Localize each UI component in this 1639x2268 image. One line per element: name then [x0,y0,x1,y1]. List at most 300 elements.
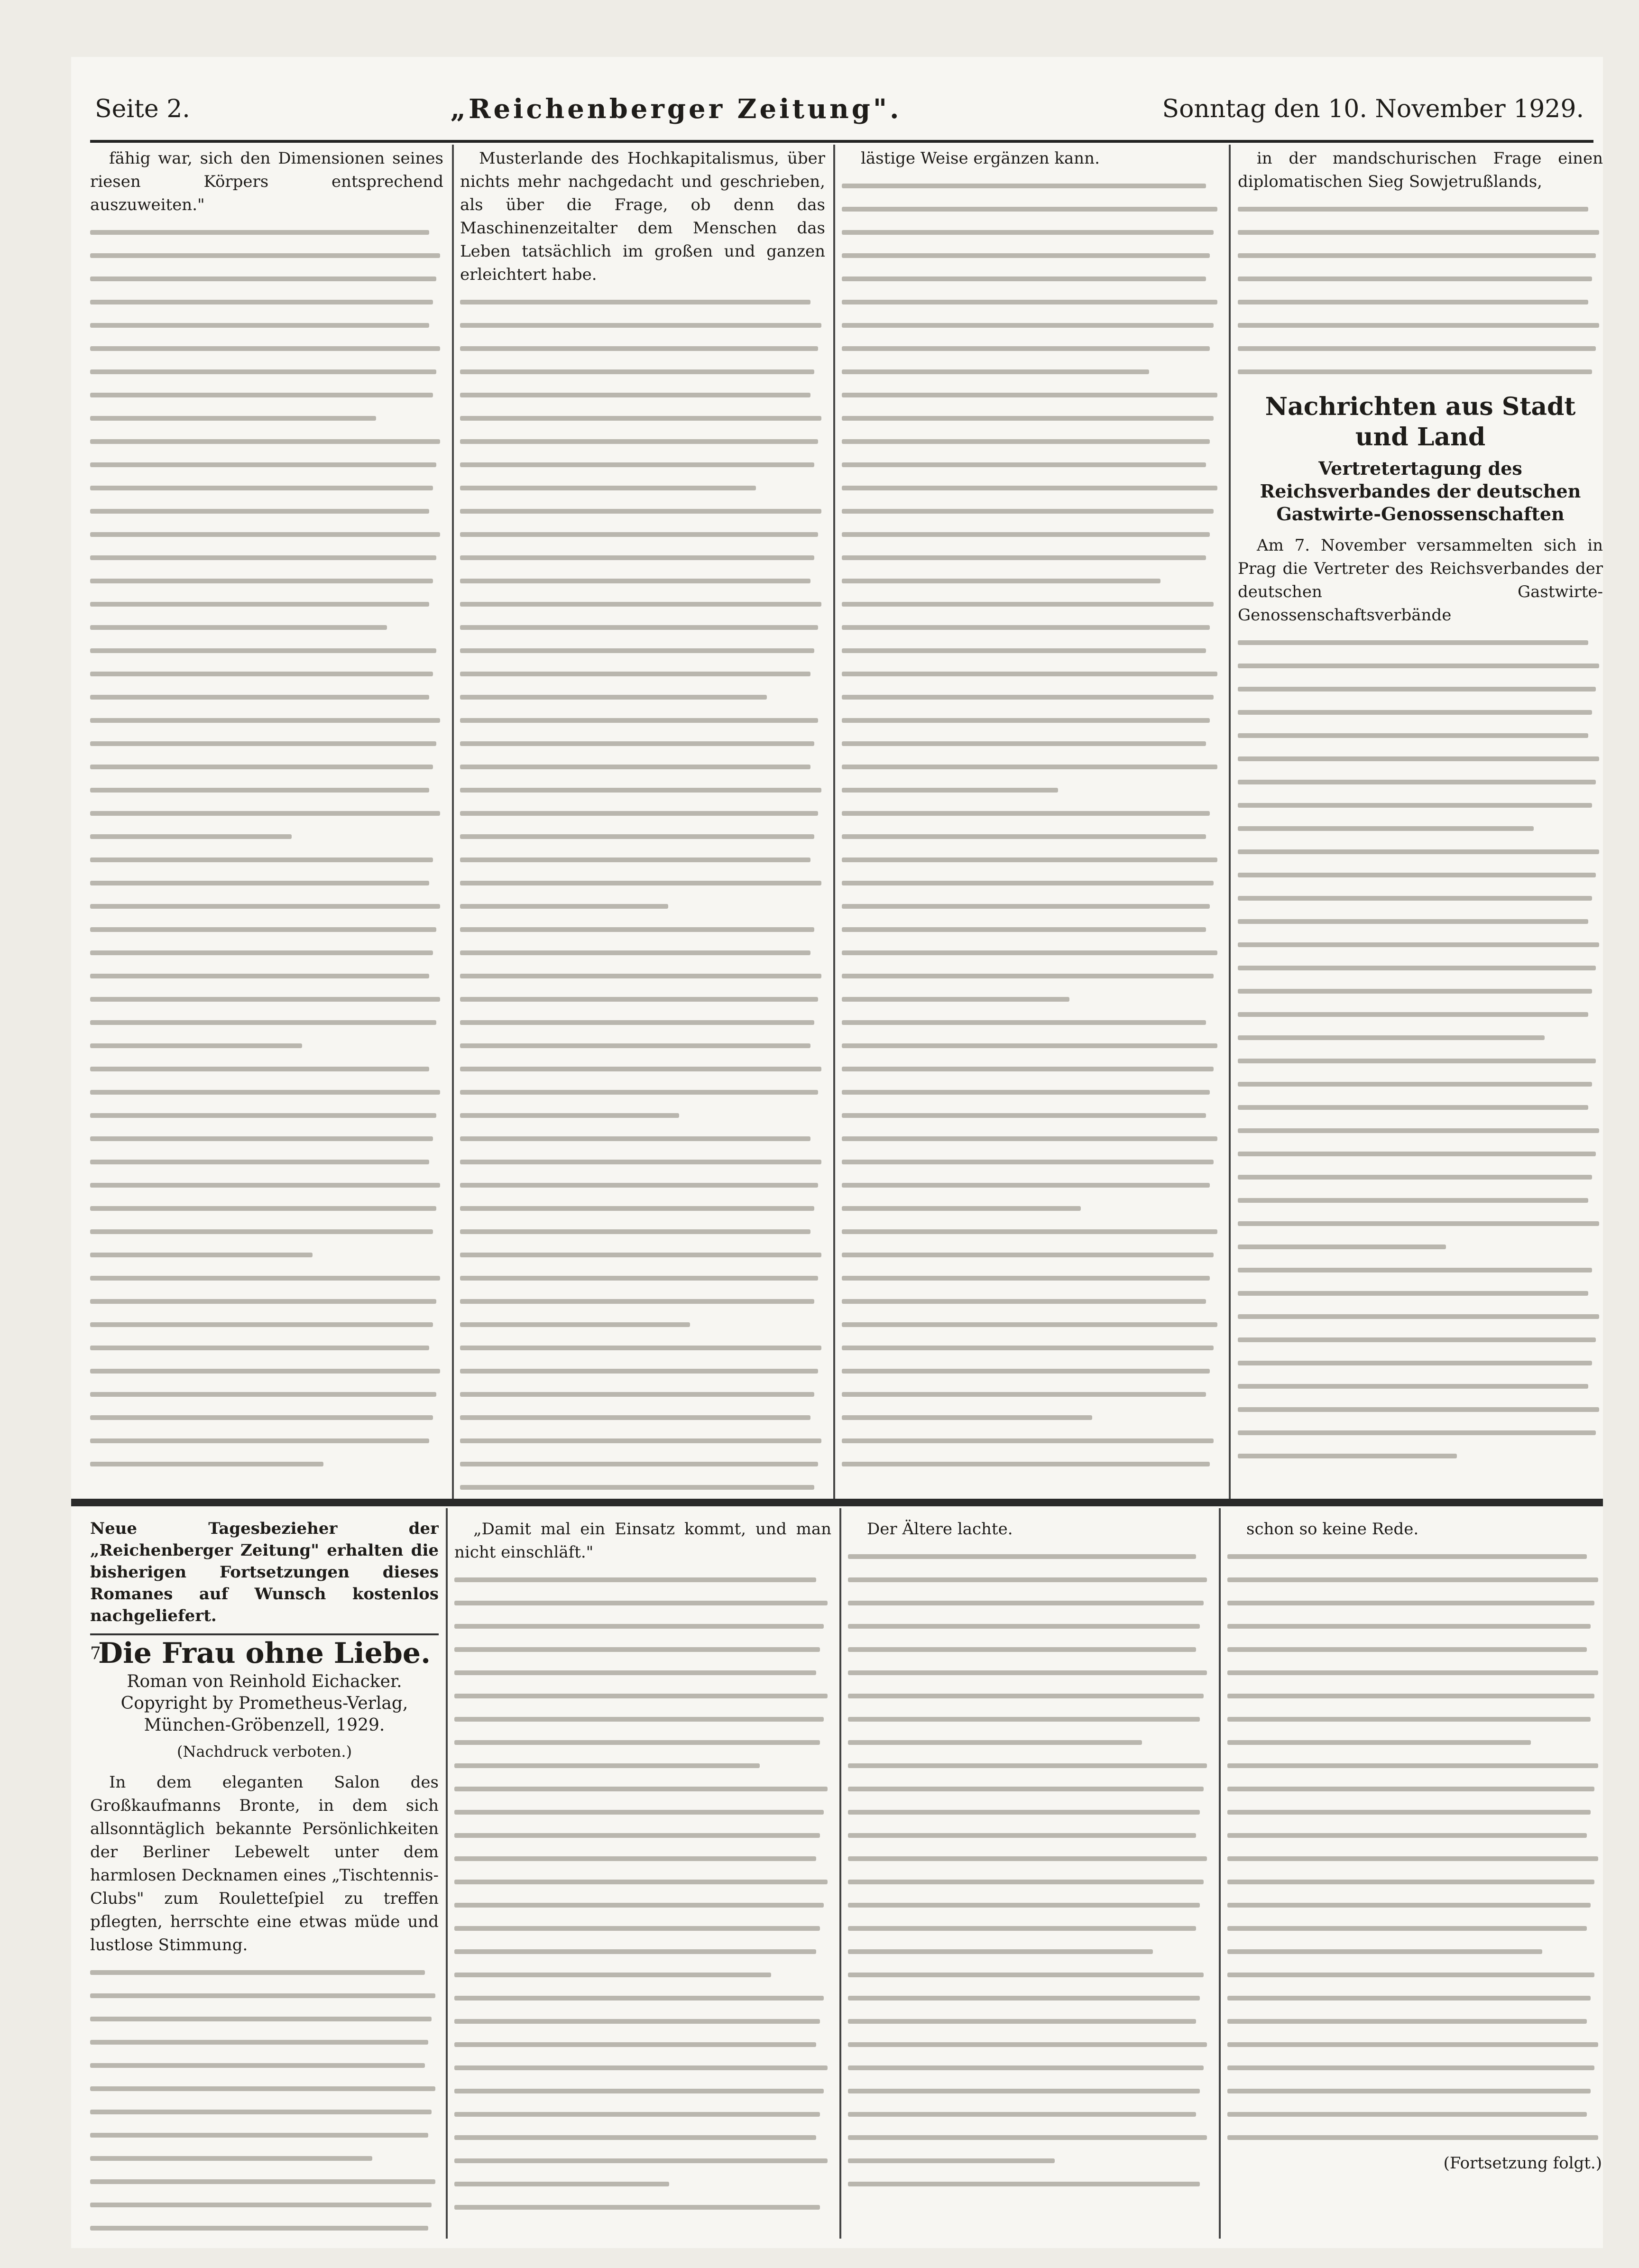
text-line-placeholder [460,1475,825,1494]
text-line-placeholder [1238,840,1603,863]
text-line-placeholder [90,778,443,802]
text-line-placeholder [460,685,825,709]
text-line-placeholder [454,2010,831,2033]
text-line-placeholder [460,1290,825,1313]
text-line-placeholder [1227,1638,1602,1661]
text-line-placeholder [842,1034,1221,1057]
text-line-placeholder [842,313,1221,337]
text-line-placeholder [1238,244,1603,267]
text-line-placeholder [842,1313,1221,1336]
text-line-placeholder [848,2033,1211,2056]
text-line-placeholder [1238,1096,1603,1119]
article-column-1 [90,147,443,1494]
text-line-placeholder [1227,2033,1602,2056]
text-line-placeholder [90,383,443,406]
article-text: lästige Weise ergänzen kann. [861,149,1100,168]
novel-text-placeholder [454,1568,831,2219]
text-line-placeholder [90,244,443,267]
text-line-placeholder [848,1545,1211,1568]
text-line-placeholder [460,546,825,569]
text-line-placeholder [90,616,443,639]
text-line-placeholder [460,778,825,802]
novel-text-placeholder [1227,1545,1602,2149]
text-line-placeholder [1238,1189,1603,1212]
text-line-placeholder [90,1359,443,1383]
text-line-placeholder [1227,1963,1602,1986]
novel-text: In dem eleganten Salon des Großkaufmanns Bronte, in dem sich allsonntäglich bekannte Persönlichkeiten der Berliner Lebewelt unter dem harmlosen Decknamen eines „Tischtennis-Clubs" zum Rouletteſpiel zu treffen pflegten, herrschte eine etwas müde und lustlose Stimmung. [90,1773,439,1955]
text-line-placeholder [842,1173,1221,1197]
text-line-placeholder [460,1313,825,1336]
text-line-placeholder [1238,933,1603,956]
text-line-placeholder [90,221,443,244]
local-news-column [1238,147,1603,1494]
text-line-placeholder [460,1173,825,1197]
text-line-placeholder [90,755,443,778]
text-line-placeholder [460,1359,825,1383]
text-line-placeholder [90,639,443,662]
text-line-placeholder [90,1290,443,1313]
text-line-placeholder [842,1383,1221,1406]
text-line-placeholder [90,1080,443,1104]
text-line-placeholder [1227,1545,1602,1568]
text-line-placeholder [1238,360,1603,383]
text-line-placeholder [842,709,1221,732]
text-line-placeholder [1227,1870,1602,1893]
text-line-placeholder [454,1963,831,1986]
novel-column [848,1518,1211,2239]
text-line-placeholder [1238,1212,1603,1235]
text-line-placeholder [90,1034,443,1057]
text-line-placeholder [460,732,825,755]
text-line-placeholder [1227,1568,1602,1591]
text-line-placeholder [1238,631,1603,654]
text-line-placeholder [90,1220,443,1243]
text-line-placeholder [1238,1003,1603,1026]
novel-column [1227,1518,1602,2239]
text-line-placeholder [1238,1421,1603,1444]
masthead: „Reichenberger Zeitung". [450,93,902,125]
novel-column [90,1518,439,2239]
article-text-placeholder [842,174,1221,1475]
text-line-placeholder [1227,1800,1602,1824]
text-line-placeholder [460,383,825,406]
text-line-placeholder [842,1290,1221,1313]
text-line-placeholder [1227,1777,1602,1800]
novel-text: schon so keine Rede. [1246,1520,1419,1539]
text-line-placeholder [842,1406,1221,1429]
text-line-placeholder [90,1984,439,2007]
text-line-placeholder [848,1870,1211,1893]
text-line-placeholder [848,1591,1211,1614]
text-line-placeholder [454,1684,831,1707]
text-line-placeholder [460,1197,825,1220]
text-line-placeholder [842,1011,1221,1034]
text-line-placeholder [90,2100,439,2123]
text-line-placeholder [1238,1282,1603,1305]
copyright-line: Copyright by Prometheus-Verlag, München-Gröbenzell, 1929. [120,1694,408,1735]
text-line-placeholder [1238,221,1603,244]
text-line-placeholder [1227,1591,1602,1614]
text-line-placeholder [1238,1374,1603,1398]
novel-text: „Damit mal ein Einsatz kommt, und man nicht einschläft." [454,1520,831,1562]
text-line-placeholder [460,313,825,337]
text-line-placeholder [454,1591,831,1614]
issue-date: Sonntag den 10. November 1929. [1162,95,1584,123]
text-line-placeholder [842,662,1221,685]
text-line-placeholder [842,802,1221,825]
text-line-placeholder [90,430,443,453]
text-line-placeholder [1227,2102,1602,2126]
text-line-placeholder [90,499,443,523]
text-line-placeholder [848,1661,1211,1684]
text-line-placeholder [90,918,443,941]
text-line-placeholder [90,406,443,430]
text-line-placeholder [90,987,443,1011]
article-text-placeholder [1238,631,1603,1467]
text-line-placeholder [90,1429,443,1452]
text-line-placeholder [842,430,1221,453]
text-line-placeholder [1238,724,1603,747]
text-line-placeholder [842,1127,1221,1150]
text-line-placeholder [454,1824,831,1847]
text-line-placeholder [1227,1707,1602,1731]
text-line-placeholder [90,1383,443,1406]
text-line-placeholder [1238,1142,1603,1165]
text-line-placeholder [1238,863,1603,886]
novel-column [454,1518,831,2239]
text-line-placeholder [1238,290,1603,313]
text-line-placeholder [460,1452,825,1475]
reprint-notice: (Nachdruck verboten.) [176,1742,352,1761]
text-line-placeholder [90,592,443,616]
text-line-placeholder [454,1870,831,1893]
text-line-placeholder [1238,1049,1603,1072]
text-line-placeholder [1238,747,1603,770]
text-line-placeholder [90,453,443,476]
text-line-placeholder [90,732,443,755]
text-line-placeholder [848,2010,1211,2033]
text-line-placeholder [90,1173,443,1197]
text-line-placeholder [460,871,825,894]
text-line-placeholder [1238,1398,1603,1421]
text-line-placeholder [454,1638,831,1661]
text-line-placeholder [460,569,825,592]
novel-text-placeholder [90,1961,439,2239]
text-line-placeholder [842,1336,1221,1359]
text-line-placeholder [842,1150,1221,1173]
text-line-placeholder [1238,1026,1603,1049]
text-line-placeholder [1227,2056,1602,2079]
article-text: fähig war, sich den Dimensionen seines riesen Körpers entsprechend auszuweiten." [90,149,443,214]
text-line-placeholder [1227,2079,1602,2102]
novel-title: Die Frau ohne Liebe. [98,1637,431,1670]
text-line-placeholder [454,1777,831,1800]
text-line-placeholder [90,1197,443,1220]
text-line-placeholder [460,1011,825,1034]
text-line-placeholder [460,825,825,848]
text-line-placeholder [848,1614,1211,1638]
text-line-placeholder [460,290,825,313]
text-line-placeholder [460,894,825,918]
text-line-placeholder [842,918,1221,941]
text-line-placeholder [842,360,1221,383]
text-line-placeholder [90,2054,439,2077]
text-line-placeholder [848,1707,1211,1731]
text-line-placeholder [90,569,443,592]
column-divider [446,1508,448,2239]
text-line-placeholder [1227,1684,1602,1707]
text-line-placeholder [90,894,443,918]
text-line-placeholder [460,1243,825,1266]
text-line-placeholder [460,964,825,987]
text-line-placeholder [460,430,825,453]
text-line-placeholder [848,1893,1211,1917]
text-line-placeholder [1238,337,1603,360]
text-line-placeholder [454,2033,831,2056]
novel-text: Der Ältere lachte. [867,1520,1013,1539]
text-line-placeholder [848,2172,1211,2195]
text-line-placeholder [90,1266,443,1290]
text-line-placeholder [90,360,443,383]
text-line-placeholder [1238,1328,1603,1351]
text-line-placeholder [842,546,1221,569]
text-line-placeholder [842,1057,1221,1080]
article-text: in der mandschurischen Frage einen diplomatischen Sieg Sowjetrußlands, [1238,149,1603,191]
text-line-placeholder [460,1406,825,1429]
text-line-placeholder [460,1220,825,1243]
text-line-placeholder [1238,1305,1603,1328]
text-line-placeholder [460,453,825,476]
text-line-placeholder [454,1707,831,1731]
text-line-placeholder [1238,1258,1603,1282]
text-line-placeholder [842,1197,1221,1220]
text-line-placeholder [90,2030,439,2054]
text-line-placeholder [1227,1986,1602,2010]
article-column-2 [460,147,825,1494]
column-divider [452,145,454,1499]
text-line-placeholder [90,2193,439,2216]
text-line-placeholder [90,709,443,732]
text-line-placeholder [90,685,443,709]
text-line-placeholder [90,546,443,569]
text-line-placeholder [1238,1351,1603,1374]
text-line-placeholder [1238,910,1603,933]
text-line-placeholder [842,383,1221,406]
text-line-placeholder [90,523,443,546]
text-line-placeholder [454,1917,831,1940]
text-line-placeholder [842,569,1221,592]
text-line-placeholder [848,2126,1211,2149]
text-line-placeholder [460,1080,825,1104]
text-line-placeholder [90,2007,439,2030]
text-line-placeholder [90,802,443,825]
text-line-placeholder [90,267,443,290]
installment-number: 7 [90,1644,101,1663]
text-line-placeholder [1227,1917,1602,1940]
text-line-placeholder [848,2056,1211,2079]
text-line-placeholder [842,221,1221,244]
text-line-placeholder [1238,1235,1603,1258]
text-line-placeholder [848,1940,1211,1963]
text-line-placeholder [842,290,1221,313]
text-line-placeholder [842,523,1221,546]
text-line-placeholder [1227,2010,1602,2033]
text-line-placeholder [842,616,1221,639]
column-divider [833,145,835,1499]
text-line-placeholder [460,406,825,430]
text-line-placeholder [842,1429,1221,1452]
section-divider [71,1499,1603,1506]
text-line-placeholder [842,1080,1221,1104]
text-line-placeholder [454,1940,831,1963]
text-line-placeholder [1238,701,1603,724]
text-line-placeholder [848,1917,1211,1940]
text-line-placeholder [842,639,1221,662]
text-line-placeholder [460,337,825,360]
novel-text-placeholder [848,1545,1211,2195]
text-line-placeholder [454,1614,831,1638]
text-line-placeholder [1227,1824,1602,1847]
text-line-placeholder [460,639,825,662]
text-line-placeholder [842,778,1221,802]
text-line-placeholder [848,1638,1211,1661]
text-line-placeholder [842,453,1221,476]
text-line-placeholder [460,1034,825,1057]
text-line-placeholder [460,499,825,523]
page-number: Seite 2. [95,95,190,123]
text-line-placeholder [90,1961,439,1984]
text-line-placeholder [460,848,825,871]
text-line-placeholder [90,825,443,848]
text-line-placeholder [842,1104,1221,1127]
text-line-placeholder [460,802,825,825]
text-line-placeholder [842,755,1221,778]
text-line-placeholder [460,476,825,499]
text-line-placeholder [848,1568,1211,1591]
novel-heading [90,1637,439,1670]
column-divider [1229,145,1231,1499]
text-line-placeholder [848,1986,1211,2010]
text-line-placeholder [460,987,825,1011]
text-line-placeholder [454,2056,831,2079]
text-line-placeholder [90,2147,439,2170]
text-line-placeholder [90,1057,443,1080]
text-line-placeholder [842,732,1221,755]
text-line-placeholder [1238,313,1603,337]
text-line-placeholder [454,1800,831,1824]
text-line-placeholder [460,755,825,778]
text-line-placeholder [90,1150,443,1173]
text-line-placeholder [842,476,1221,499]
column-divider [839,1508,841,2239]
text-line-placeholder [1238,1444,1603,1467]
text-line-placeholder [848,1731,1211,1754]
text-line-placeholder [90,941,443,964]
text-line-placeholder [1238,654,1603,677]
page-header [95,88,1584,130]
text-line-placeholder [460,523,825,546]
text-line-placeholder [842,894,1221,918]
text-line-placeholder [842,685,1221,709]
text-line-placeholder [1227,1754,1602,1777]
text-line-placeholder [1238,677,1603,701]
text-line-placeholder [1238,1072,1603,1096]
text-line-placeholder [1238,770,1603,793]
text-line-placeholder [460,1150,825,1173]
text-line-placeholder [1238,197,1603,221]
text-line-placeholder [90,871,443,894]
text-line-placeholder [460,1057,825,1080]
text-line-placeholder [90,1406,443,1429]
text-line-placeholder [90,2216,439,2239]
text-line-placeholder [842,1266,1221,1290]
text-line-placeholder [842,267,1221,290]
text-line-placeholder [90,1011,443,1034]
text-line-placeholder [460,1104,825,1127]
text-line-placeholder [842,964,1221,987]
text-line-placeholder [842,592,1221,616]
column-divider [1219,1508,1221,2239]
text-line-placeholder [1238,979,1603,1003]
text-line-placeholder [848,2149,1211,2172]
text-line-placeholder [460,918,825,941]
text-line-placeholder [454,2195,831,2219]
text-line-placeholder [90,337,443,360]
text-line-placeholder [454,1568,831,1591]
text-line-placeholder [1238,956,1603,979]
text-line-placeholder [842,1220,1221,1243]
text-line-placeholder [460,1266,825,1290]
text-line-placeholder [1227,1661,1602,1684]
text-line-placeholder [90,476,443,499]
text-line-placeholder [1238,793,1603,817]
text-line-placeholder [1238,817,1603,840]
text-line-placeholder [842,499,1221,523]
text-line-placeholder [1227,2126,1602,2149]
article-text-placeholder [1238,197,1603,383]
text-line-placeholder [842,174,1221,197]
article-text-placeholder [460,290,825,1494]
text-line-placeholder [454,2149,831,2172]
text-line-placeholder [842,1452,1221,1475]
text-line-placeholder [454,1847,831,1870]
text-line-placeholder [460,1336,825,1359]
text-line-placeholder [90,1127,443,1150]
text-line-placeholder [460,616,825,639]
text-line-placeholder [842,406,1221,430]
text-line-placeholder [848,2102,1211,2126]
text-line-placeholder [460,662,825,685]
text-line-placeholder [1227,1893,1602,1917]
text-line-placeholder [842,337,1221,360]
text-line-placeholder [454,2172,831,2195]
text-line-placeholder [842,941,1221,964]
text-line-placeholder [90,662,443,685]
text-line-placeholder [1238,886,1603,910]
text-line-placeholder [90,1313,443,1336]
text-line-placeholder [460,1127,825,1150]
section-heading: Nachrichten aus Stadt und Land [1265,392,1576,452]
text-line-placeholder [90,964,443,987]
text-line-placeholder [848,2079,1211,2102]
text-line-placeholder [842,987,1221,1011]
text-line-placeholder [460,709,825,732]
text-line-placeholder [454,1986,831,2010]
text-line-placeholder [1227,1940,1602,1963]
text-line-placeholder [1227,1731,1602,1754]
text-line-placeholder [848,1847,1211,1870]
novel-author: Roman von Reinhold Eichacker. [127,1672,402,1691]
